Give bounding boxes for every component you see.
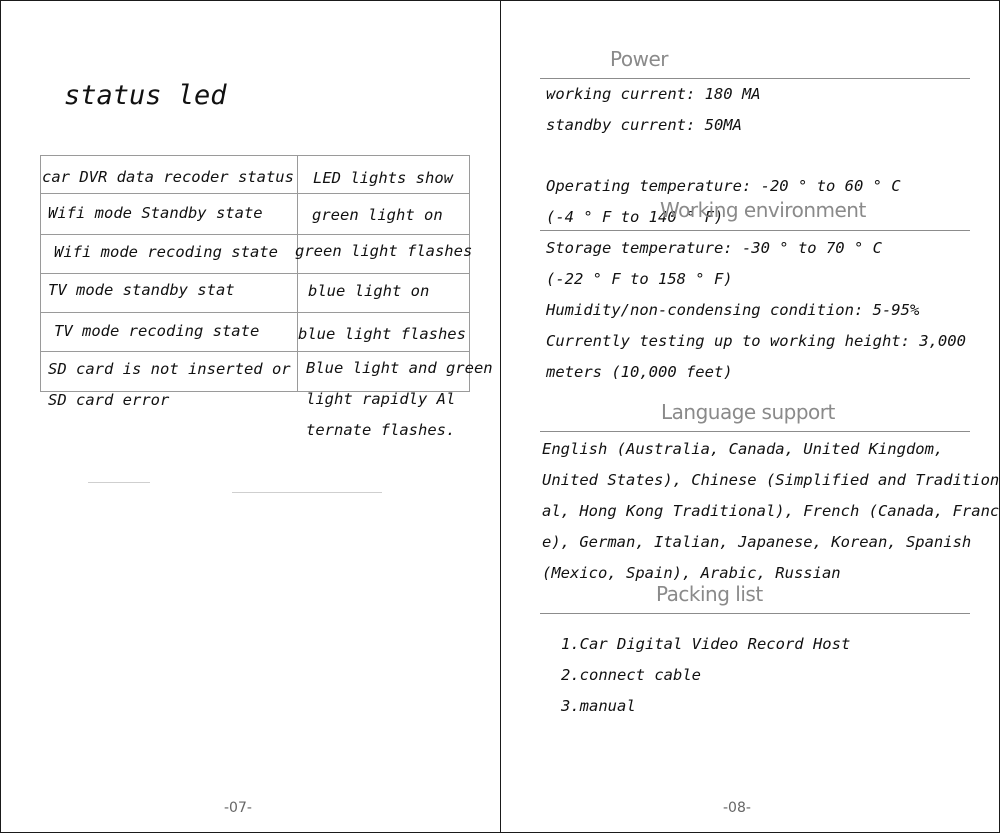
table-cell-status: TV mode standby stat [48, 281, 235, 299]
section-heading-power: Power [610, 47, 668, 71]
section-heading-working-environment: Working environment [660, 198, 866, 222]
environment-line: meters (10,000 feet) [546, 363, 733, 381]
packing-list-item: 3.manual [561, 697, 636, 715]
language-line: English (Australia, Canada, United Kingdom, [542, 440, 944, 458]
page-number: -07- [224, 800, 252, 816]
section-heading-packing-list: Packing list [656, 582, 763, 606]
table-row-divider [41, 351, 469, 352]
table-cell-status: Wifi mode recoding state [54, 243, 278, 261]
table-row-divider [41, 234, 469, 235]
packing-list-item: 1.Car Digital Video Record Host [561, 635, 851, 653]
table-row-divider [41, 312, 469, 313]
table-row-divider [41, 193, 469, 194]
packing-list-item: 2.connect cable [561, 666, 701, 684]
section-rule [540, 431, 970, 432]
table-header-led: LED lights show [313, 169, 453, 187]
table-cell-led: blue light on [308, 282, 430, 300]
page-divider [500, 0, 501, 833]
environment-line: (-4 ° F to 140 ° F) [546, 208, 724, 226]
page-number: -08- [723, 800, 751, 816]
language-line: e), German, Italian, Japanese, Korean, Spanish [542, 533, 972, 551]
status-led-table [40, 155, 473, 392]
section-rule [540, 78, 970, 79]
section-heading-language-support: Language support [661, 400, 835, 424]
page-title: status led [64, 80, 227, 111]
language-line: al, Hong Kong Traditional), French (Canada, Franc [542, 502, 1000, 520]
section-rule [540, 230, 970, 231]
environment-line: Operating temperature: -20 ° to 60 ° C [546, 177, 901, 195]
table-cell-led: green light on [312, 206, 443, 224]
language-line: United States), Chinese (Simplified and Tradition [542, 471, 1000, 489]
power-line: working current: 180 MA [546, 85, 761, 103]
environment-line: (-22 ° F to 158 ° F) [546, 270, 733, 288]
table-cell-status: TV mode recoding state [54, 322, 260, 340]
environment-line: Currently testing up to working height: 3,000 [546, 332, 966, 350]
scan-artifact [88, 482, 150, 483]
table-cell-led: blue light flashes [298, 325, 466, 343]
scan-artifact [232, 492, 382, 493]
table-cell-status: SD card is not inserted or [48, 360, 291, 378]
power-line: standby current: 50MA [546, 116, 742, 134]
table-row-divider [41, 273, 469, 274]
table-cell-led: Blue light and green [306, 359, 493, 377]
section-rule [540, 613, 970, 614]
environment-line: Storage temperature: -30 ° to 70 ° C [546, 239, 882, 257]
table-header-status: car DVR data recoder status [42, 168, 294, 186]
environment-line: Humidity/non-condensing condition: 5-95% [546, 301, 920, 319]
table-cell-led: light rapidly Al [306, 390, 456, 408]
table-cell-status: Wifi mode Standby state [48, 204, 263, 222]
language-line: (Mexico, Spain), Arabic, Russian [542, 564, 841, 582]
table-cell-led: green light flashes [295, 242, 473, 260]
table-cell-led: ternate flashes. [306, 421, 456, 439]
table-cell-status: SD card error [48, 391, 170, 409]
